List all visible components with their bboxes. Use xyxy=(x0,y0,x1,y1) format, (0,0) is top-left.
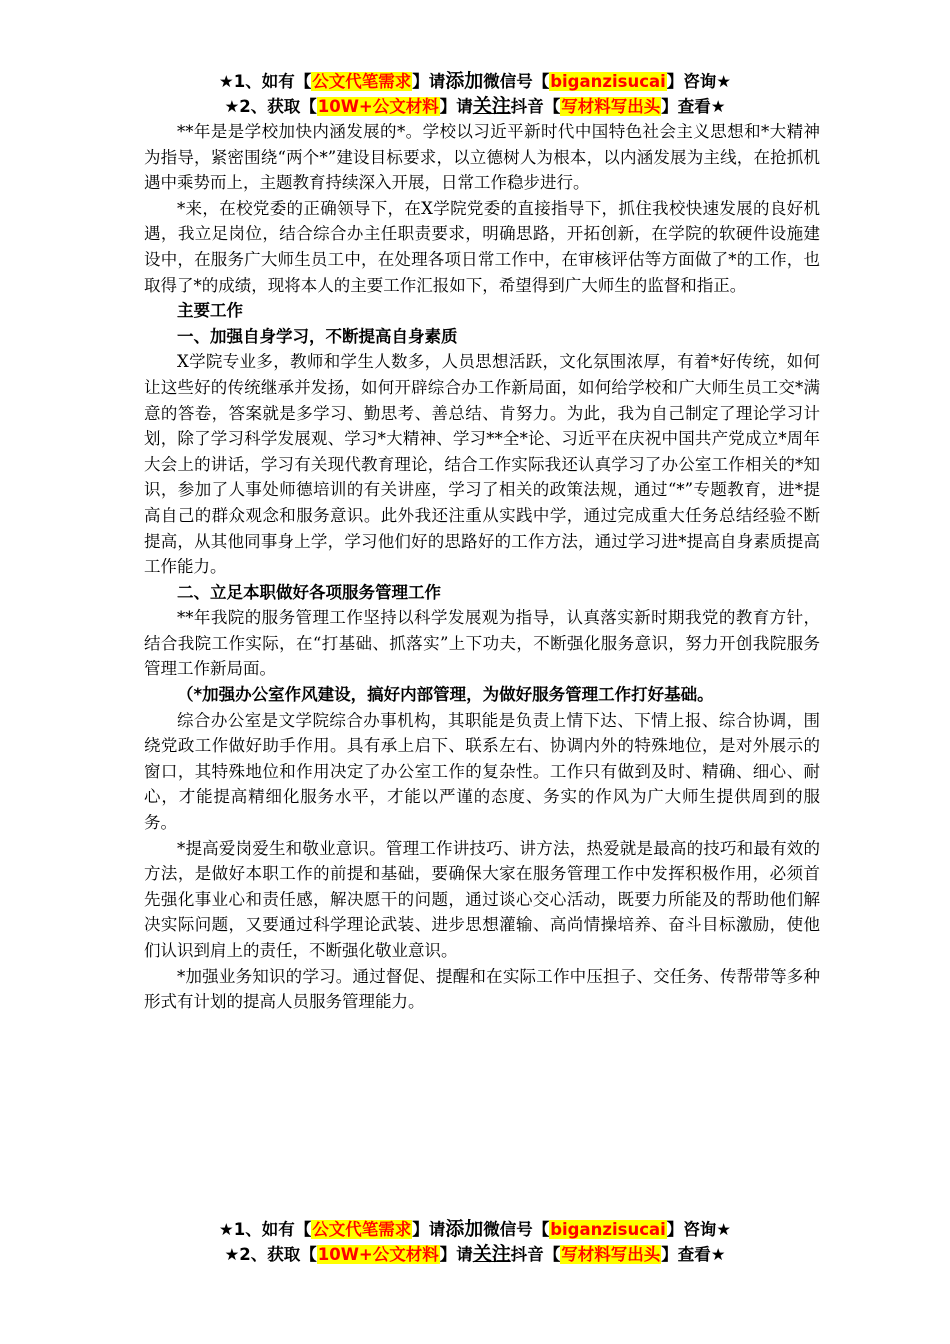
paragraph-service: **年我院的服务管理工作坚持以科学发展观为指导，认真落实新时期我党的教育方针，结合我院工作实际，在“打基础、抓落实”上下功夫，不断强化服务意识，努力开创我院服务管理工作新局面。 xyxy=(144,608,820,679)
paragraph-study: X学院专业多，教师和学生人数多，人员思想活跃，文化氛围浓厚，有着*好传统，如何让这些好的传统继承并发扬，如何开辟综合办工作新局面，如何给学校和广大师生员工交*满意的答卷，答案就是多学习、勤思考、善总结、肯努力。为此，我为自己制定了理论学习计划，除了学习科学发展观、学习*大精神、学习**全*论、习近平在庆祝中国共产党成立*周年大会上的讲话，学习有关现代教育理论，结合工作实际我还认真学习了办公室工作相关的*知识，参加了人事处师德培训的有关讲座，学习了相关的政策法规，通过“*”专题教育，进*提高自己的群众观念和服务意识。此外我还注重从实践中学，通过完成重大任务总结经验不断提高，从其他同事身上学，学习他们好的思路好的工作方法，通过学习进*提高自身素质提高工作能力。 xyxy=(144,352,821,577)
banner-text: ★2、获取【 xyxy=(224,1245,317,1264)
banner-line-2 xyxy=(0,94,950,119)
banner-text: 抖音【 xyxy=(510,1245,561,1264)
banner-text: 】查看★ xyxy=(661,1245,726,1264)
banner-emphasis: 添加 xyxy=(445,1218,484,1240)
highlight-materials: 10W+公文材料 xyxy=(317,97,439,116)
document-body xyxy=(144,119,820,1015)
banner-emphasis: 关注 xyxy=(472,95,511,117)
paragraph-dedication: *提高爱岗爱生和敬业意识。管理工作讲技巧、讲方法，热爱就是最高的技巧和最有效的方法，是做好本职工作的前提和基础，要确保大家在服务管理工作中发挥积极作用，必须首先强化事业心和责任感，解决愿干的问题，通过谈心交心活动，既要力所能及的帮助他们解决实际问题，又要通过科学理论武装、进步思想灌输、高尚情操培养、奋斗目标激励，使他们认识到肩上的责任，不断强化敬业意识。 xyxy=(144,838,820,960)
paragraph-intro: **年是是学校加快内涵发展的*。学校以习近平新时代中国特色社会主义思想和*大精神为指导，紧密围绕“两个*”建设目标要求，以立德树人为根本，以内涵发展为主线，在抢抓机遇中乘势而上，主题教育持续深入开展，日常工作稳步进行。 xyxy=(144,122,820,193)
highlight-service: 公文代笔需求 xyxy=(312,1220,412,1239)
highlight-materials: 10W+公文材料 xyxy=(317,1245,439,1264)
banner-text: 】请 xyxy=(412,1220,446,1239)
banner-text: 】请 xyxy=(439,97,473,116)
banner-text: 微信号【 xyxy=(483,1220,550,1239)
highlight-douyin-id: 写材料写出头 xyxy=(561,1245,661,1264)
banner-text: 】咨询★ xyxy=(666,1220,732,1239)
banner-text: ★1、如有【 xyxy=(218,72,312,91)
paragraph-summary: *来，在校党委的正确领导下，在X学院党委的直接指导下，抓住我校快速发展的良好机遇，我立足岗位，结合综合办主任职责要求，明确思路，开拓创新，在学院的软硬件设施建设中，在服务广大师生员工中，在处理各项日常工作中，在审核评估等方面做了*的工作，也取得了*的成绩，现将本人的主要工作汇报如下，希望得到广大师生的监督和指正。 xyxy=(144,198,820,295)
subsection-heading-1: （*加强办公室作风建设，搞好内部管理，为做好服务管理工作打好基础。 xyxy=(177,685,714,705)
banner-text: 】查看★ xyxy=(661,97,726,116)
banner-emphasis: 关注 xyxy=(472,1243,511,1265)
banner-text: ★2、获取【 xyxy=(224,97,317,116)
section-heading-1: 一、加强自身学习，不断提高自身素质 xyxy=(177,326,458,346)
paragraph-business-knowledge: *加强业务知识的学习。通过督促、提醒和在实际工作中压担子、交任务、传帮带等多种形式有计划的提高人员服务管理能力。 xyxy=(144,966,820,1012)
banner-emphasis: 添加 xyxy=(445,70,484,92)
bottom-banner xyxy=(0,1217,950,1267)
banner-text: 】请 xyxy=(412,72,446,91)
banner-line-1 xyxy=(0,1217,950,1242)
banner-text: ★1、如有【 xyxy=(218,1220,312,1239)
highlight-douyin-id: 写材料写出头 xyxy=(561,97,661,116)
section-heading-2: 二、立足本职做好各项服务管理工作 xyxy=(177,582,441,602)
top-banner xyxy=(0,69,950,119)
banner-text: 】请 xyxy=(439,1245,473,1264)
banner-text: 抖音【 xyxy=(510,97,561,116)
highlight-wechat-id: biganzisucai xyxy=(550,72,666,91)
banner-line-2 xyxy=(0,1242,950,1267)
banner-text: 微信号【 xyxy=(483,72,550,91)
banner-line-1 xyxy=(0,69,950,94)
section-title-main-work: 主要工作 xyxy=(177,301,243,321)
banner-text: 】咨询★ xyxy=(666,72,732,91)
paragraph-office: 综合办公室是文学院综合办事机构，其职能是负责上情下达、下情上报、综合协调，围绕党政工作做好助手作用。具有承上启下、联系左右、协调内外的特殊地位，是对外展示的窗口，其特殊地位和作用决定了办公室工作的复杂性。工作只有做到及时、精确、细心、耐心，才能提高精细化服务水平，才能以严谨的态度、务实的作风为广大师生提供周到的服务。 xyxy=(144,710,820,833)
highlight-wechat-id: biganzisucai xyxy=(550,1220,666,1239)
highlight-service: 公文代笔需求 xyxy=(312,72,412,91)
